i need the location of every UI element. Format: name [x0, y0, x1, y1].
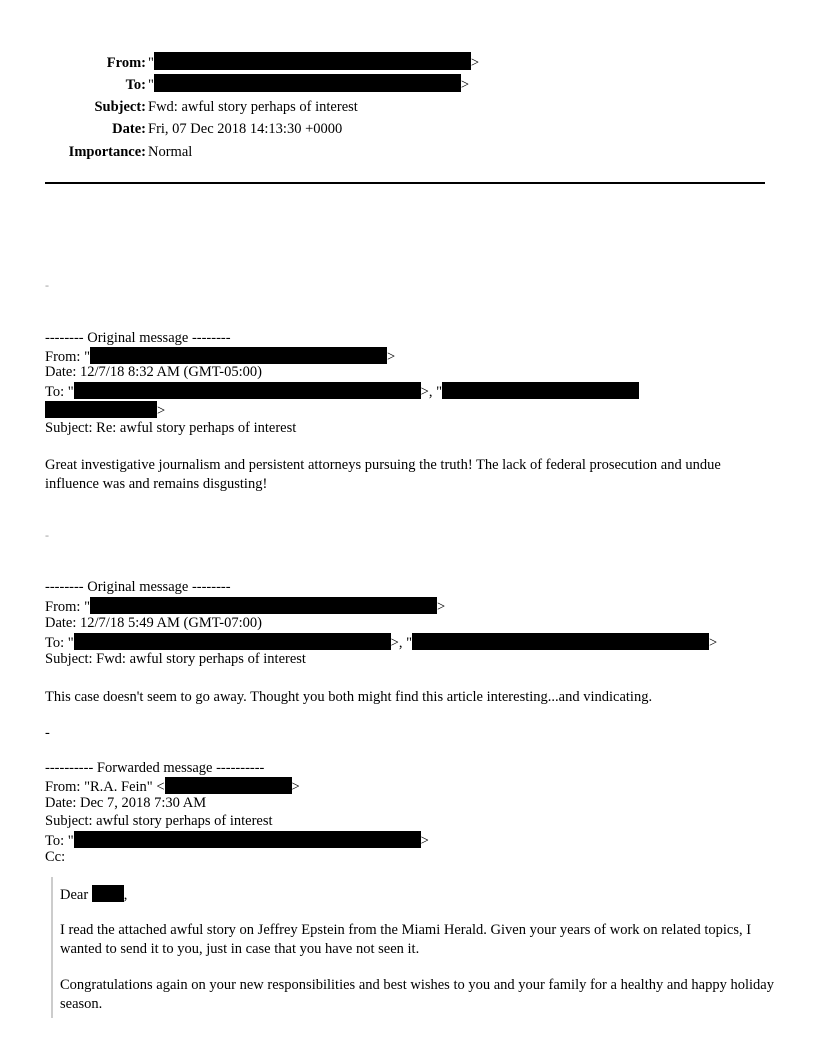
importance-label: Importance:: [68, 144, 146, 160]
message-banner: -------- Original message --------: [45, 330, 231, 346]
letter-paragraph-1: I read the attached awful story on Jeffrey Epstein from the Miami Herald. Given your years of work on related topics, I wanted to send it to you, just in case that you have not seen it.: [60, 922, 752, 957]
from-value: " >: [148, 52, 479, 75]
redaction-bar: [412, 633, 709, 650]
message-body: Great investigative journalism and persistent attorneys pursuing the truth! The lack of federal prosecution and undue influence was and remains disgusting!: [45, 457, 721, 492]
redaction-bar: [442, 382, 639, 399]
from-label: From:: [106, 55, 146, 71]
forwarded-banner: ---------- Forwarded message ----------: [45, 760, 265, 776]
forwarded-subject: Subject: awful story perhaps of interest: [45, 813, 273, 829]
message-to-cont: >: [45, 401, 165, 420]
importance-value: Normal: [148, 144, 193, 160]
signature-dash: -: [45, 278, 49, 292]
message-body: This case doesn't seem to go away. Thought you both might find this article interesting...and vindicating.: [45, 689, 653, 705]
redaction-bar: [154, 74, 461, 92]
redaction-bar: [74, 382, 421, 399]
redaction-bar: [165, 777, 292, 794]
subject-label: Subject:: [94, 99, 146, 115]
message-from: From: " >: [45, 599, 446, 615]
signature-dash: -: [45, 528, 49, 542]
message-subject: Subject: Re: awful story perhaps of interest: [45, 420, 297, 436]
message-date: Date: 12/7/18 8:32 AM (GMT-05:00): [45, 364, 262, 380]
redaction-bar: [92, 885, 124, 902]
redaction-bar: [45, 401, 157, 418]
redaction-bar: [74, 831, 421, 848]
signature-dash: -: [45, 725, 50, 741]
redaction-bar: [154, 52, 471, 70]
header-divider: [45, 182, 765, 184]
subject-value: Fwd: awful story perhaps of interest: [148, 99, 358, 115]
forwarded-to: To: " >: [45, 833, 429, 849]
date-value: Fri, 07 Dec 2018 14:13:30 +0000: [148, 121, 343, 137]
redaction-bar: [90, 597, 437, 614]
message-date: Date: 12/7/18 5:49 AM (GMT-07:00): [45, 615, 262, 631]
letter-greeting: Dear ,: [60, 887, 128, 903]
message-subject: Subject: Fwd: awful story perhaps of interest: [45, 651, 306, 667]
message-banner: -------- Original message --------: [45, 579, 231, 595]
date-label: Date:: [112, 121, 146, 137]
forwarded-cc: Cc:: [45, 849, 66, 865]
forwarded-date: Date: Dec 7, 2018 7:30 AM: [45, 795, 207, 811]
redaction-bar: [74, 633, 391, 650]
message-from: From: " >: [45, 349, 396, 365]
message-to: To: " >, " >: [45, 635, 718, 651]
letter-paragraph-2: Congratulations again on your new responsibilities and best wishes to you and your family for a healthy and happy holiday season.: [60, 977, 774, 1012]
to-value: " >: [148, 74, 469, 97]
to-label: To:: [125, 77, 146, 93]
message-to: To: " >, ": [45, 382, 639, 401]
quote-bar: [51, 877, 53, 1018]
redaction-bar: [90, 347, 387, 364]
forwarded-from: From: "R.A. Fein" < >: [45, 779, 300, 795]
